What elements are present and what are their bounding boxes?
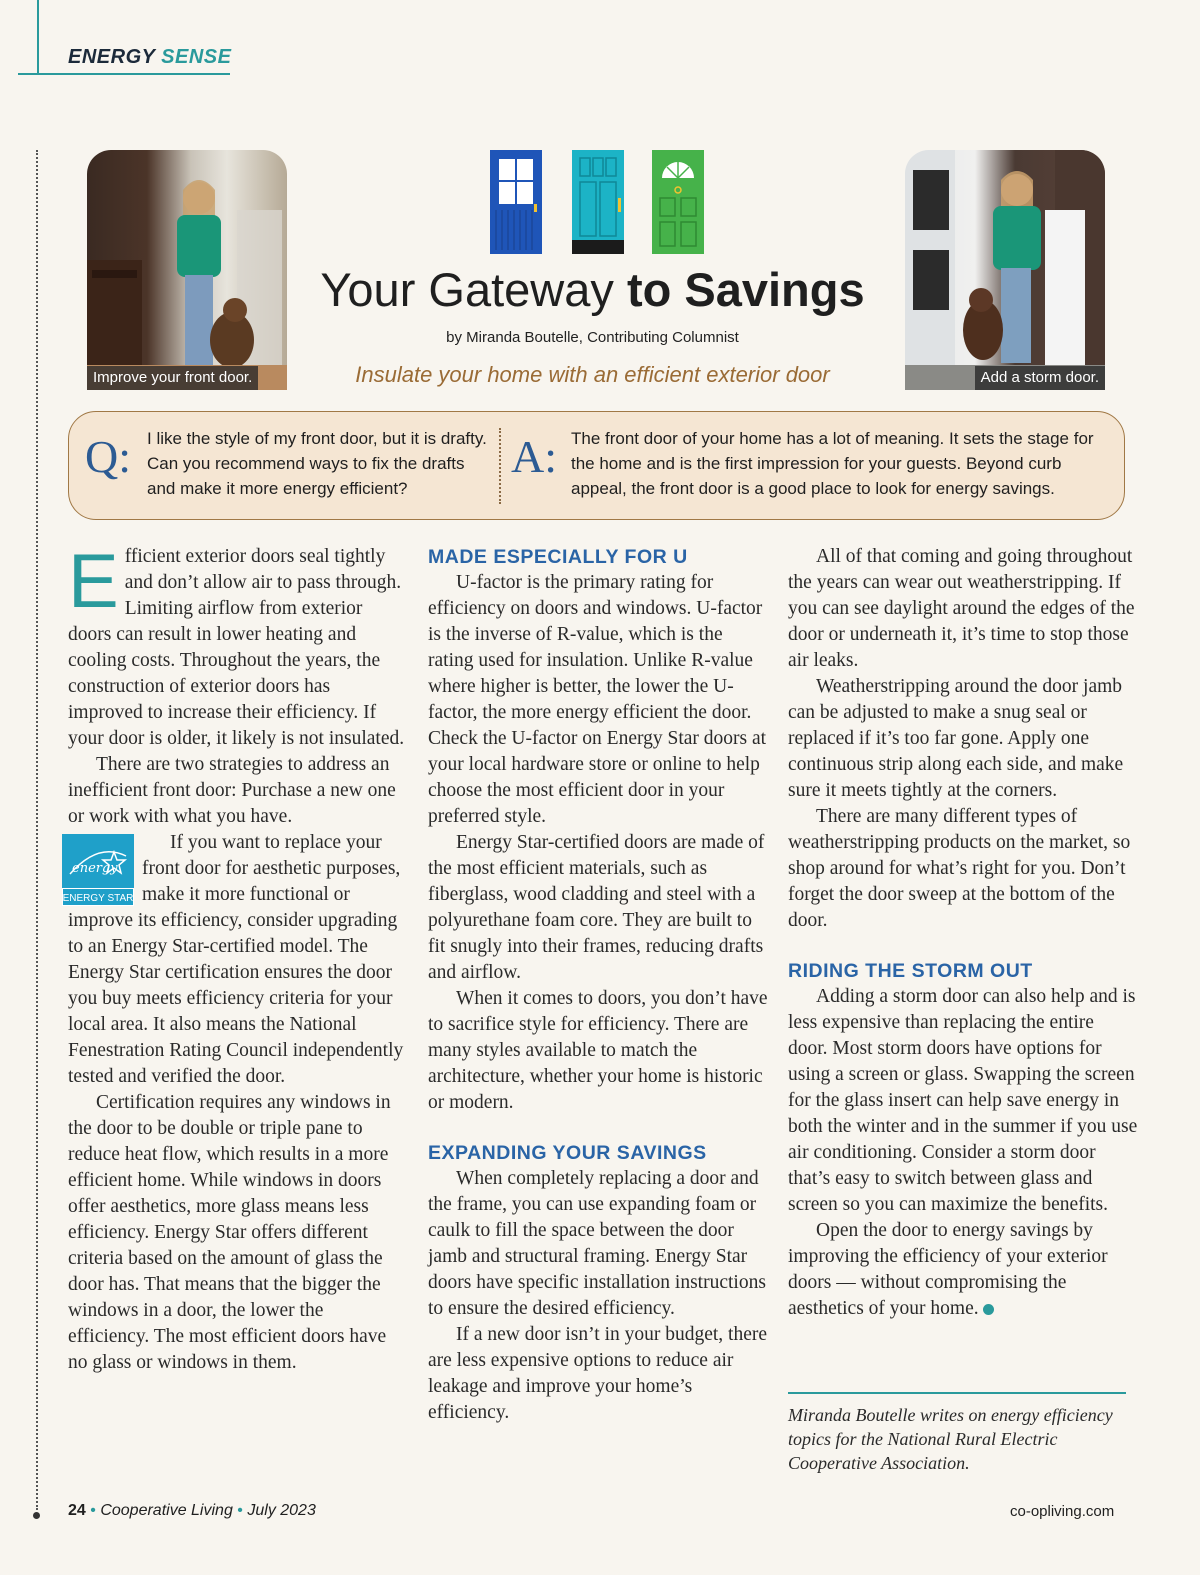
subtitle: Insulate your home with an efficient exterior door bbox=[355, 362, 830, 387]
article-title bbox=[300, 262, 885, 317]
paragraph: If a new door isn’t in your budget, there are less expensive options to reduce air leakage and improve your home’s efficiency. bbox=[428, 1324, 768, 1423]
paragraph: There are many different types of weatherstripping products on the market, so shop around for what’s right for you. Don’t forget the door sweep at the bottom of the door. bbox=[788, 806, 1131, 931]
paragraph: There are two strategies to address an inefficient front door: Purchase a new one or work with what you have. bbox=[68, 754, 396, 827]
margin-dotted-line bbox=[36, 150, 38, 1510]
photo-front-door-figure bbox=[87, 150, 287, 390]
header-rule-horizontal bbox=[18, 73, 230, 75]
issue-date: July 2023 bbox=[247, 1502, 316, 1519]
energy-star-script: energy bbox=[72, 861, 118, 876]
qa-box bbox=[68, 411, 1125, 520]
energy-star-logo bbox=[62, 834, 134, 906]
photo-front-door bbox=[87, 150, 287, 390]
drop-cap: E bbox=[68, 539, 119, 624]
bio-rule bbox=[788, 1392, 1126, 1394]
end-mark-icon bbox=[983, 1304, 994, 1315]
paragraph bbox=[62, 830, 408, 1090]
paragraph-text: Open the door to energy savings by improving the efficiency of your exterior doors — without compromising the aesthetics of your home. bbox=[788, 1220, 1108, 1319]
paragraph: When it comes to doors, you don’t have to sacrifice style for efficiency. There are many styles available to match the architecture, whether your home is historic or modern. bbox=[428, 988, 768, 1113]
byline: by Miranda Boutelle, Contributing Columnist bbox=[446, 329, 739, 346]
question-text: I like the style of my front door, but it is drafty. Can you recommend ways to fix the drafts and make it more energy efficient? bbox=[147, 429, 487, 498]
paragraph bbox=[788, 1218, 1138, 1322]
column-3 bbox=[788, 544, 1138, 1322]
paragraph-text: fficient exterior doors seal tightly and don’t allow air to pass through. Limiting airflow from exterior doors can result in lower heating and cooling costs. Throughout the years, the construction of exterior doors has improved to increase their efficiency. If your door is older, it likely is not insulated. bbox=[68, 546, 405, 749]
paragraph: When completely replacing a door and the frame, you can use expanding foam or caulk to fill the space between the door jamb and structural framing. Energy Star doors have specific installation instructions to ensure the desired efficiency. bbox=[428, 1168, 766, 1319]
margin-dot bbox=[33, 1512, 40, 1519]
title-part-1: Your Gateway bbox=[320, 263, 627, 316]
footer-site: co-opliving.com bbox=[1010, 1503, 1115, 1520]
column-2 bbox=[428, 544, 768, 1426]
footer-separator: • bbox=[90, 1502, 96, 1519]
paragraph: Weatherstripping around the door jamb can be adjusted to make a snug seal or replaced if it’s too far gone. Apply one continuous strip along each side, and make sure it meets tightly at the corners. bbox=[788, 676, 1124, 801]
energy-star-icon bbox=[62, 834, 134, 906]
photo-storm-door bbox=[905, 150, 1105, 390]
blue-door-icon bbox=[490, 150, 542, 254]
header-rule-vertical bbox=[37, 0, 39, 75]
section-word-sense: SENSE bbox=[161, 46, 232, 68]
paragraph: Energy Star-certified doors are made of the most efficient materials, such as fiberglass, wood cladding and steel with a polyurethane foam core. They are built to fit snugly into their frames, reducing drafts and airflow. bbox=[428, 832, 765, 983]
magazine-name: Cooperative Living bbox=[100, 1502, 233, 1519]
answer-text: The front door of your home has a lot of meaning. It sets the stage for the home and is the first impression for your guests. Beyond curb appeal, the front door is a good place to look for energy savings. bbox=[571, 429, 1094, 498]
energy-star-label: ENERGY STAR bbox=[62, 893, 134, 904]
green-door-icon bbox=[652, 150, 704, 254]
q-letter: Q: bbox=[85, 431, 131, 482]
paragraph: Certification requires any windows in the door to be double or triple pane to reduce heat flow, which results in a more efficient home. While windows in doors offer aesthetics, more glass means less efficiency. Energy Star offers different criteria based on the amount of glass the door has. That means that the bigger the windows in a door, the lower the efficiency. The most efficient doors have no glass or windows in them. bbox=[68, 1092, 391, 1373]
footer-separator: • bbox=[237, 1502, 243, 1519]
heading-storm-out: RIDING THE STORM OUT bbox=[788, 960, 1033, 982]
section-word-energy: ENERGY bbox=[68, 46, 156, 68]
paragraph bbox=[68, 539, 408, 752]
qa-divider bbox=[499, 428, 501, 504]
a-letter: A: bbox=[511, 431, 557, 482]
paragraph: U-factor is the primary rating for efficiency on doors and windows. U-factor is the inverse of R-value, which is the rating used for insulation. Unlike R-value where higher is better, the lower the U-factor, the more energy efficient the door. Check the U-factor on Energy Star doors at your local hardware store or online to help choose the most efficient door in your preferred style. bbox=[428, 572, 767, 827]
title-part-2: to Savings bbox=[626, 263, 865, 316]
footer-folio bbox=[68, 1502, 316, 1520]
paragraph: Adding a storm door can also help and is less expensive than replacing the entire door. Most storm doors have options for using a screen or glass. Swapping the screen for the glass insert can help save energy in both the winter and in the summer if you use air conditioning. Consider a storm door that’s easy to switch between glass and screen so you can maximize the benefits. bbox=[788, 986, 1138, 1215]
page-number: 24 bbox=[68, 1502, 86, 1519]
paragraph: All of that coming and going throughout the years can wear out weatherstripping. If you can see daylight around the edges of the door or underneath it, it’s time to stop those air leaks. bbox=[788, 546, 1135, 671]
photo-caption-left: Improve your front door. bbox=[87, 366, 258, 390]
author-bio: Miranda Boutelle writes on energy efficiency topics for the National Rural Electric Cooperative Association. bbox=[788, 1405, 1113, 1473]
photo-storm-door-figure bbox=[905, 150, 1105, 390]
paragraph-text: If you want to replace your front door for aesthetic purposes, make it more functional or improve its efficiency, consider upgrading to an Energy Star-certified model. The Energy Star certification ensures the door you buy meets efficiency criteria for your local area. It also means the National Fenestration Rating Council independently tested and verified the door. bbox=[68, 832, 404, 1087]
heading-made-especially: MADE ESPECIALLY FOR U bbox=[428, 546, 688, 568]
photo-caption-right: Add a storm door. bbox=[975, 366, 1105, 390]
column-1 bbox=[62, 539, 408, 1376]
teal-door-icon bbox=[572, 150, 624, 254]
heading-expanding-savings: EXPANDING YOUR SAVINGS bbox=[428, 1142, 707, 1164]
section-tag bbox=[68, 46, 231, 69]
